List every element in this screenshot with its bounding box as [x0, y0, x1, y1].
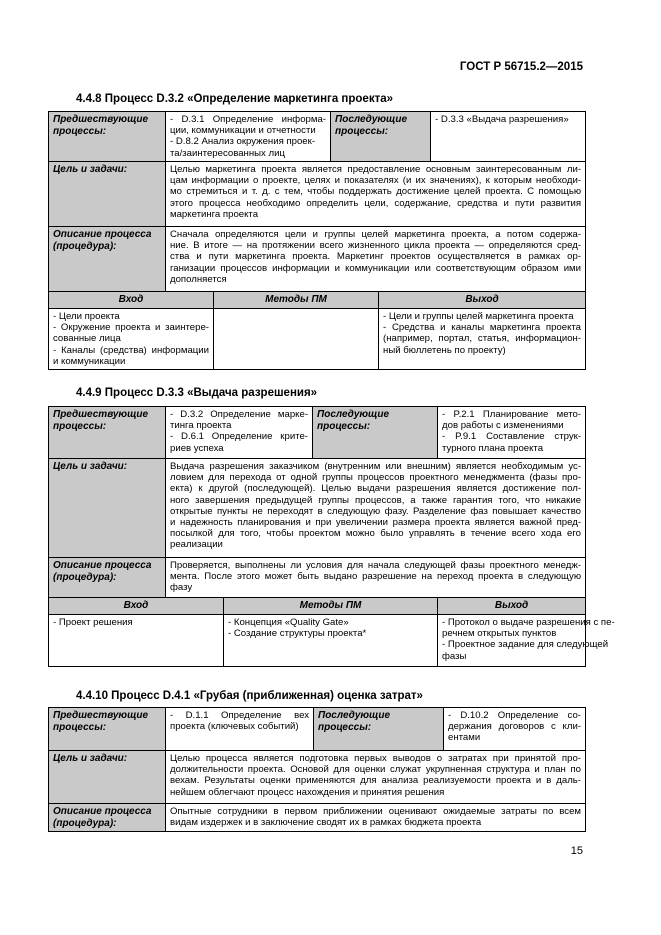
methods-header: Методы ПМ [224, 598, 438, 615]
goals-label: Цель и задачи: [49, 162, 166, 227]
input-list: - Проект решения [49, 615, 224, 667]
document-code: ГОСТ Р 56715.2—2015 [459, 61, 583, 73]
successors-value: - D.3.3 «Выдача разрешения» [431, 112, 586, 162]
description-text: Сначала определяются цели и группы целей маркетинга проекта, а потом содержа- ние. В итоге — на протяжении всего жизненного цикла проекта — определяются сред- ства и пути маркетинга проекта. Маркетинг проектов осуществляется в рамках ор- ганизации процессов информации и коммуникации или соответствующим образом ими дополняется [166, 227, 586, 292]
successors-value: - P.2.1 Планирование мето- дов работы с изменениями - P.9.1 Составление струк- турного плана проекта [438, 407, 586, 459]
methods-header: Методы ПМ [214, 292, 379, 309]
output-header: Выход [438, 598, 586, 615]
methods-list: - Концепция «Quality Gate» - Создание структуры проекта* [224, 615, 438, 667]
description-label: Описание процесса (процедура): [49, 804, 166, 832]
predecessors-value: - D.3.1 Определение информа- ции, коммуникации и отчетности - D.8.2 Анализ окружения проек- та/заинтересованных лиц [166, 112, 331, 162]
predecessors-label: Предшествующие процессы: [49, 112, 166, 162]
successors-value: - D.10.2 Определение со- держания договоров с кли- ентами [444, 708, 586, 751]
section-title-4-4-9: 4.4.9 Процесс D.3.3 «Выдача разрешения» [76, 387, 318, 399]
process-table-d-3-2 [48, 111, 586, 370]
methods-list [214, 309, 379, 370]
goals-text: Выдача разрешения заказчиком (внутренним или внешним) является необходимым ус- ловием для перехода от одной группы процессов проектного менеджмента (фазы про- екта) к другой (последующей). Целью выдачи разрешения является достижение пол- ного завершения предыдущей группы процессов, а также гарантия того, что никакие открытые пункты не переходят в следующую фазу. Разделение фаз повышает качество и надежность планирования и при увеличении размера проекта является важной пред- посылкой для того, чтобы проектом можно было управлять в течение всего хода его реализации [166, 459, 586, 558]
description-label: Описание процесса (процедура): [49, 558, 166, 598]
description-text: Опытные сотрудники в первом приближении оценивают ожидаемые затраты по всем видам издержек и в заключение сводят их в рамках бюджета проекта [166, 804, 586, 832]
section-title-4-4-8: 4.4.8 Процесс D.3.2 «Определение маркетинга проекта» [76, 93, 394, 105]
predecessors-value: - D.1.1 Определение вех проекта (ключевых событий) [166, 708, 314, 751]
output-header: Выход [379, 292, 586, 309]
input-header: Вход [49, 292, 214, 309]
input-list: - Цели проекта - Окружение проекта и заинтере- сованные лица - Каналы (средства) информации и коммуникации [49, 309, 214, 370]
output-list: - Цели и группы целей маркетинга проекта - Средства и каналы маркетинга проекта (например, портал, статья, информацион- ный бюллетень по проекту) [379, 309, 586, 370]
predecessors-value: - D.3.2 Определение марке- тинга проекта - D.6.1 Определение крите- риев успеха [166, 407, 313, 459]
section-title-4-4-10: 4.4.10 Процесс D.4.1 «Грубая (приближенная) оценка затрат» [76, 690, 423, 702]
process-table-d-3-3 [48, 406, 615, 667]
goals-text: Целью процесса является подготовка первых выводов о затратах при принятой про- должительности проекта. Основой для оценки служат укрупненная структура и план по вехам. Результаты оценки применяются для анализа реализуемости проекта и в даль- нейшем облегчают процесс нахождения и принятия решения [166, 751, 586, 804]
output-list: - Протокол о выдаче разрешения с пе- речнем открытых пунктов - Проектное задание для следующей фазы [438, 615, 586, 667]
goals-label: Цель и задачи: [49, 751, 166, 804]
process-table-d-4-1 [48, 707, 586, 832]
goals-label: Цель и задачи: [49, 459, 166, 558]
predecessors-label: Предшествующие процессы: [49, 407, 166, 459]
predecessors-label: Предшествующие процессы: [49, 708, 166, 751]
input-header: Вход [49, 598, 224, 615]
goals-text: Целью маркетинга проекта является предоставление основным заинтересованным ли- цам информации о проекте, целях и показателях (и их значениях), к которым необходи- мо стремиться и т. д. с тем, чтобы поддержать достижение целей проекта. С помощью этого процесса необходимо определить цели, содержание, средства и пути развития маркетинга проекта [166, 162, 586, 227]
successors-label: Последующие процессы: [314, 708, 444, 751]
successors-label: Последующие процессы: [313, 407, 438, 459]
page-number: 15 [570, 845, 583, 857]
description-label: Описание процесса (процедура): [49, 227, 166, 292]
description-text: Проверяется, выполнены ли условия для начала следующей фазы проектного менедж- мента. После этого может быть выдано разрешение на переход проекта в следующую фазу [166, 558, 586, 598]
successors-label: Последующие процессы: [331, 112, 431, 162]
